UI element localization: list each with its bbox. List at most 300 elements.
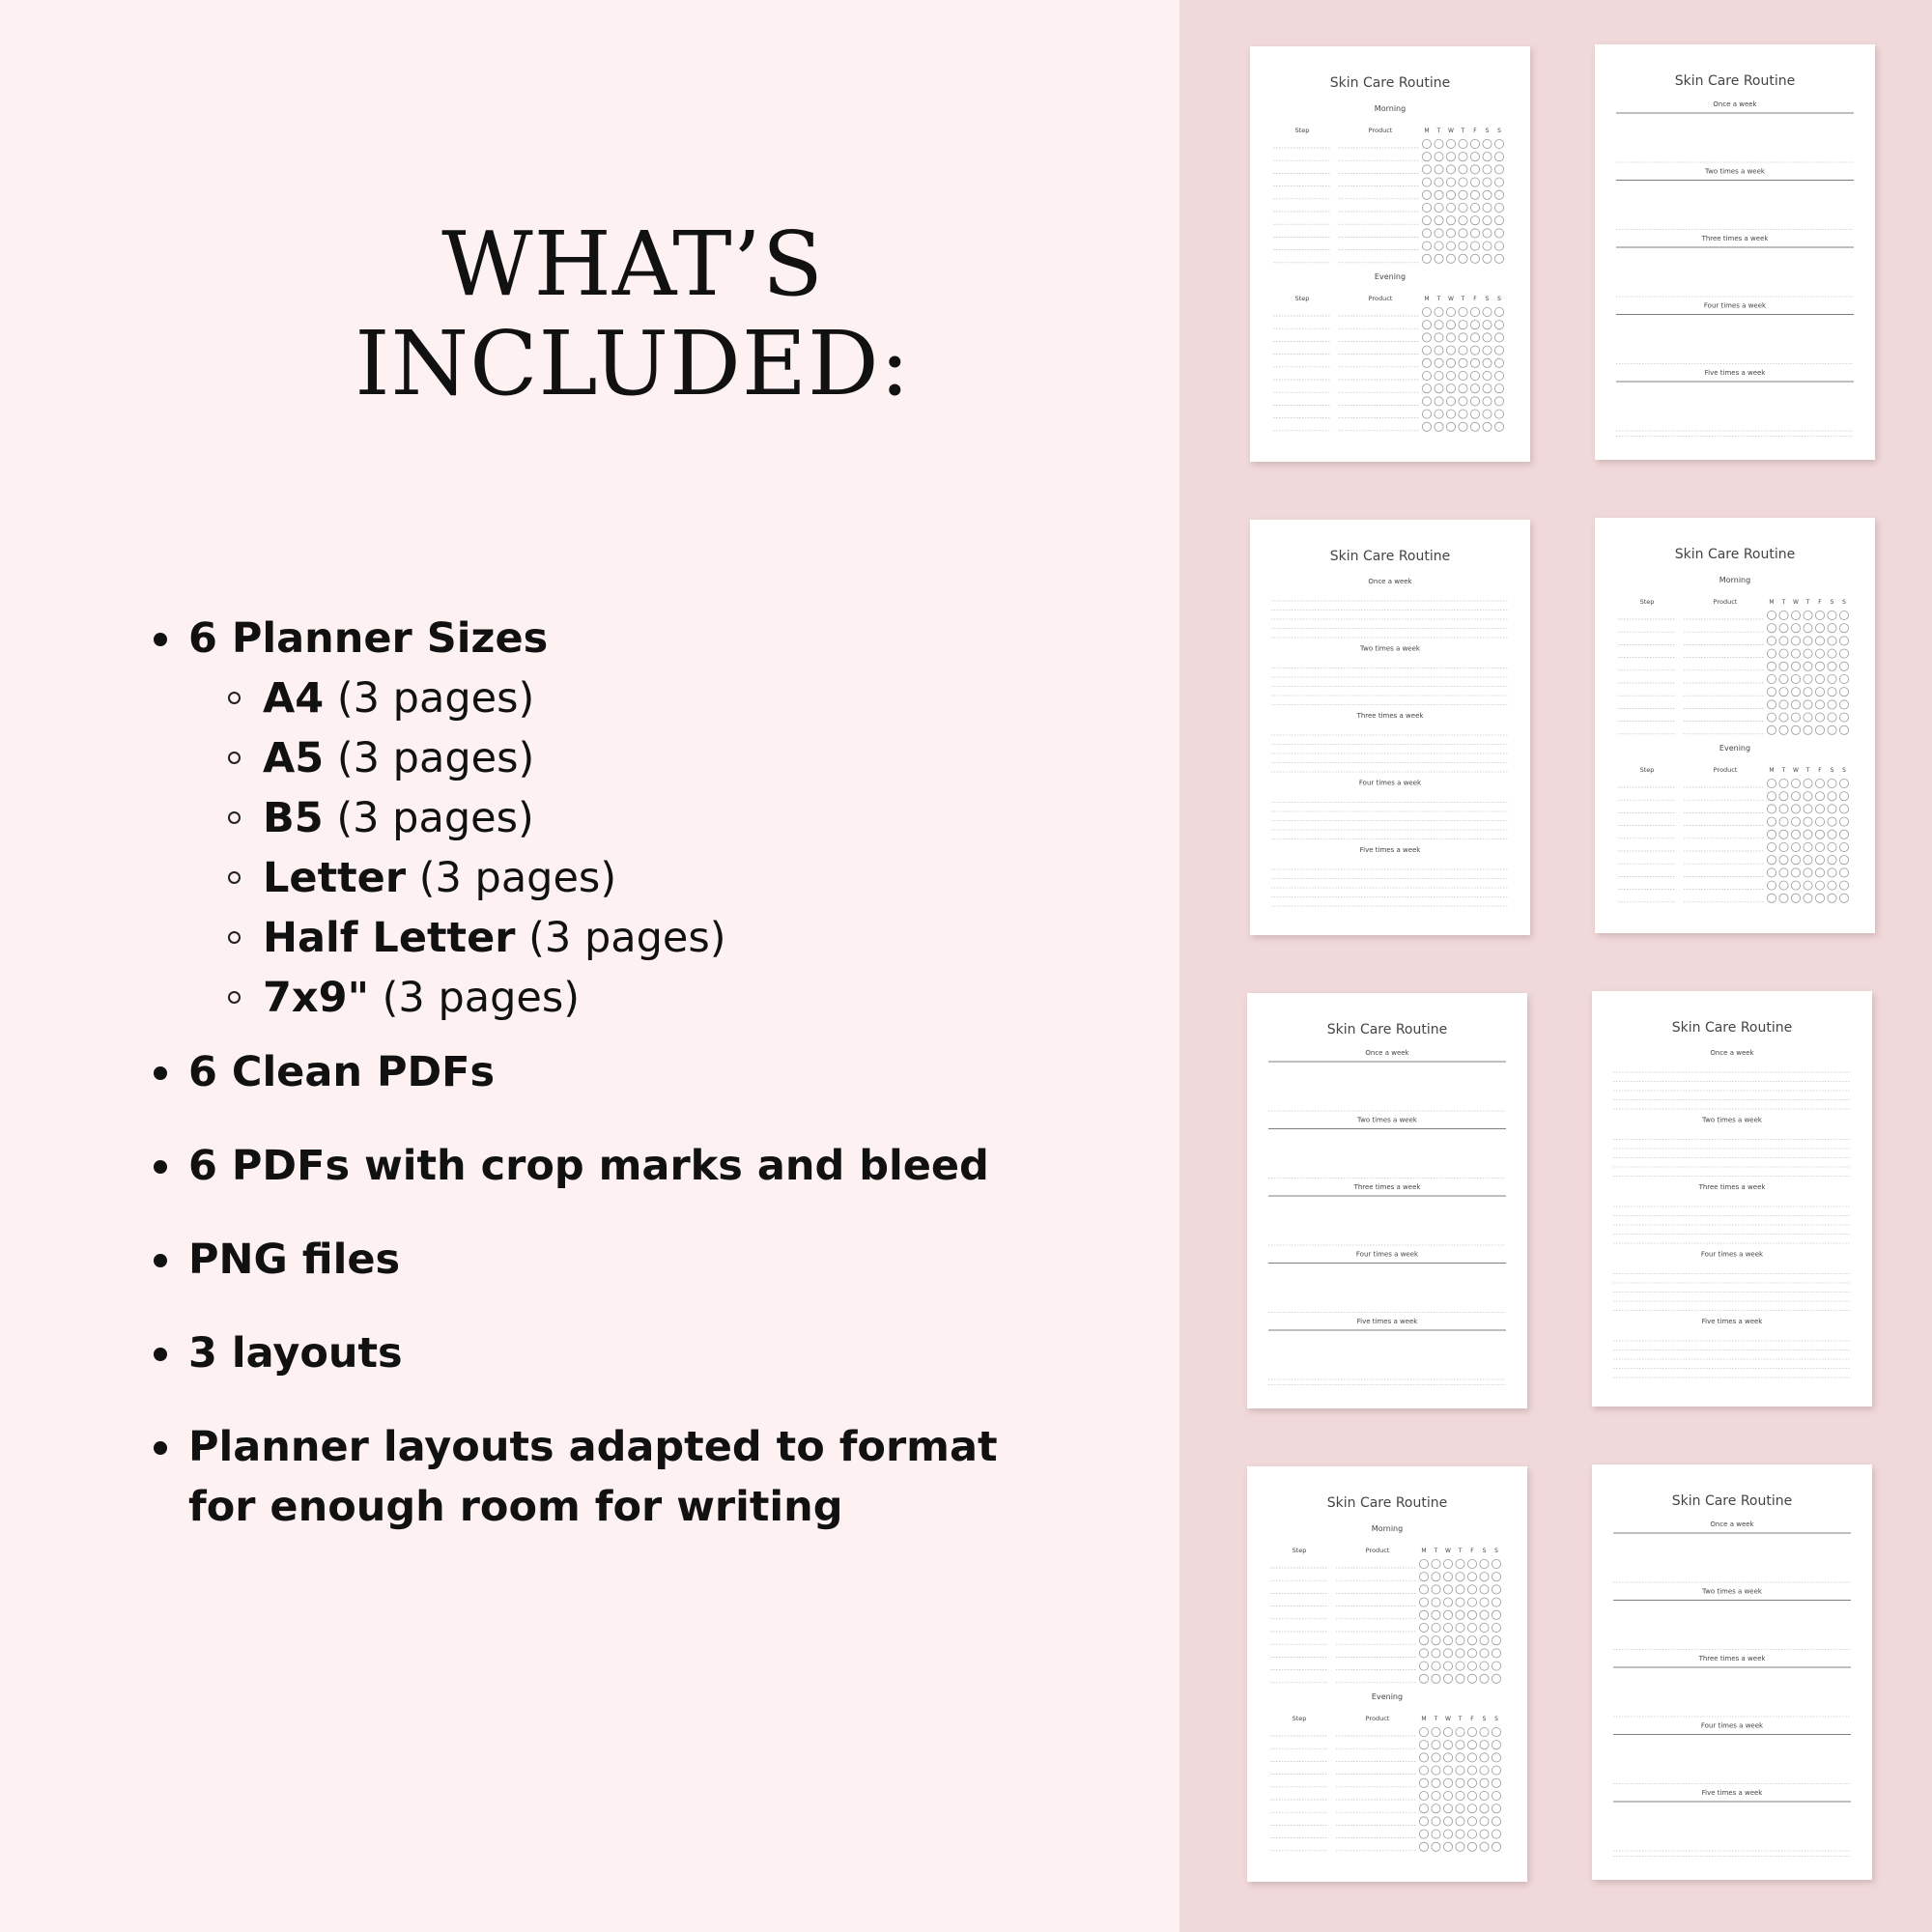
checkbox-circle — [1470, 321, 1479, 329]
day-label: W — [1445, 1548, 1451, 1554]
checkbox-circle — [1459, 178, 1467, 186]
checkbox-circle — [1467, 1649, 1476, 1658]
checkbox-circle — [1483, 358, 1492, 367]
frequency-label: Three times a week — [1698, 1655, 1766, 1662]
planner-page-preview — [1247, 993, 1527, 1408]
checkbox-circle — [1470, 384, 1479, 393]
checkbox-circle — [1492, 1636, 1500, 1645]
checkbox-circle — [1443, 1674, 1452, 1683]
checkbox-circle — [1767, 662, 1776, 670]
size-item — [263, 788, 534, 848]
checkbox-circle — [1483, 229, 1492, 238]
checkbox-circle — [1419, 1817, 1428, 1826]
checkbox-circle — [1494, 203, 1503, 212]
checkbox-circle — [1419, 1649, 1428, 1658]
bullet-icon — [154, 1066, 167, 1080]
checkbox-circle — [1828, 830, 1836, 838]
checkbox-circle — [1443, 1727, 1452, 1736]
checkbox-circle — [1483, 242, 1492, 250]
day-label: S — [1842, 767, 1846, 774]
checkbox-circle — [1459, 254, 1467, 263]
checkbox-circle — [1828, 881, 1836, 890]
checkbox-circle — [1443, 1559, 1452, 1568]
checkbox-circle — [1459, 422, 1467, 431]
checkbox-circle — [1467, 1636, 1476, 1645]
checkbox-circle — [1828, 713, 1836, 722]
frequency-label: Once a week — [1365, 1049, 1409, 1057]
checkbox-circle — [1480, 1674, 1489, 1683]
checkbox-circle — [1791, 611, 1800, 619]
bullet-icon — [154, 1348, 167, 1361]
checkbox-circle — [1480, 1662, 1489, 1670]
checkbox-circle — [1435, 216, 1443, 225]
circle-bullet-icon — [228, 692, 241, 704]
checkbox-circle — [1435, 371, 1443, 380]
checkbox-circle — [1480, 1559, 1489, 1568]
checkbox-circle — [1419, 1598, 1428, 1606]
checkbox-circle — [1828, 842, 1836, 851]
checkbox-circle — [1422, 410, 1431, 418]
checkbox-circle — [1791, 842, 1800, 851]
planner-page-preview — [1250, 520, 1530, 935]
checkbox-circle — [1779, 725, 1788, 734]
checkbox-circle — [1456, 1623, 1464, 1632]
day-label: T — [1461, 296, 1465, 302]
checkbox-circle — [1815, 662, 1824, 670]
checkbox-circle — [1422, 333, 1431, 342]
checkbox-circle — [1467, 1598, 1476, 1606]
checkbox-circle — [1467, 1610, 1476, 1619]
checkbox-circle — [1804, 713, 1812, 722]
section-label: Evening — [1374, 272, 1406, 281]
checkbox-circle — [1470, 346, 1479, 355]
checkbox-circle — [1443, 1842, 1452, 1851]
checkbox-circle — [1767, 700, 1776, 709]
checkbox-circle — [1767, 881, 1776, 890]
checkbox-circle — [1779, 637, 1788, 645]
checkbox-circle — [1779, 894, 1788, 902]
checkbox-circle — [1791, 649, 1800, 658]
frequency-label: Two times a week — [1705, 167, 1765, 176]
checkbox-circle — [1467, 1804, 1476, 1813]
column-product-label: Product — [1713, 598, 1738, 606]
checkbox-circle — [1470, 216, 1479, 225]
checkbox-circle — [1804, 611, 1812, 619]
checkbox-circle — [1456, 1573, 1464, 1581]
checkbox-circle — [1492, 1778, 1500, 1787]
checkbox-circle — [1459, 307, 1467, 316]
planner-page-preview — [1592, 1464, 1872, 1880]
checkbox-circle — [1419, 1842, 1428, 1851]
checkbox-circle — [1494, 333, 1503, 342]
checkbox-circle — [1467, 1573, 1476, 1581]
checkbox-circle — [1446, 384, 1455, 393]
section-label: Evening — [1371, 1692, 1404, 1701]
checkbox-circle — [1435, 178, 1443, 186]
feature-planner-sizes — [188, 609, 1096, 668]
checkbox-circle — [1480, 1830, 1489, 1838]
planner-page-drawing — [1247, 993, 1527, 1408]
checkbox-circle — [1422, 371, 1431, 380]
checkbox-circle — [1446, 333, 1455, 342]
checkbox-circle — [1432, 1817, 1440, 1826]
checkbox-circle — [1492, 1817, 1500, 1826]
checkbox-circle — [1839, 674, 1848, 683]
checkbox-circle — [1435, 346, 1443, 355]
frequency-label: Once a week — [1713, 100, 1757, 108]
checkbox-circle — [1804, 842, 1812, 851]
checkbox-circle — [1483, 333, 1492, 342]
planner-page-drawing — [1592, 1464, 1872, 1880]
checkbox-circle — [1419, 1662, 1428, 1670]
checkbox-circle — [1791, 817, 1800, 826]
checkbox-circle — [1483, 422, 1492, 431]
day-label: T — [1434, 1548, 1438, 1554]
size-name: Half Letter — [263, 914, 516, 962]
checkbox-circle — [1435, 397, 1443, 406]
checkbox-circle — [1435, 242, 1443, 250]
checkbox-circle — [1791, 894, 1800, 902]
checkbox-circle — [1480, 1727, 1489, 1736]
checkbox-circle — [1467, 1753, 1476, 1762]
checkbox-circle — [1828, 700, 1836, 709]
checkbox-circle — [1483, 384, 1492, 393]
checkbox-circle — [1839, 894, 1848, 902]
checkbox-circle — [1446, 165, 1455, 174]
checkbox-circle — [1804, 637, 1812, 645]
checkbox-circle — [1804, 881, 1812, 890]
checkbox-circle — [1480, 1817, 1489, 1826]
checkbox-circle — [1470, 242, 1479, 250]
checkbox-circle — [1804, 700, 1812, 709]
checkbox-circle — [1435, 153, 1443, 161]
day-label: W — [1448, 296, 1454, 302]
checkbox-circle — [1446, 358, 1455, 367]
frequency-label: Once a week — [1710, 1520, 1754, 1528]
checkbox-circle — [1494, 321, 1503, 329]
checkbox-circle — [1419, 1636, 1428, 1645]
day-label: S — [1830, 767, 1834, 774]
circle-bullet-icon — [228, 931, 241, 944]
checkbox-circle — [1480, 1766, 1489, 1775]
checkbox-circle — [1467, 1766, 1476, 1775]
checkbox-circle — [1467, 1830, 1476, 1838]
section-label: Morning — [1371, 1524, 1404, 1533]
frequency-label: Three times a week — [1701, 235, 1769, 242]
checkbox-circle — [1839, 792, 1848, 801]
feature-label: 6 Planner Sizes — [188, 614, 549, 663]
checkbox-circle — [1815, 624, 1824, 633]
checkbox-circle — [1435, 333, 1443, 342]
page-title: Skin Care Routine — [1329, 549, 1451, 564]
checkbox-circle — [1791, 881, 1800, 890]
page-title: Skin Care Routine — [1674, 73, 1796, 89]
checkbox-circle — [1470, 153, 1479, 161]
day-label: S — [1482, 1548, 1487, 1554]
checkbox-circle — [1804, 894, 1812, 902]
checkbox-circle — [1446, 254, 1455, 263]
bullet-icon — [154, 1160, 167, 1174]
checkbox-circle — [1815, 842, 1824, 851]
checkbox-circle — [1839, 688, 1848, 696]
checkbox-circle — [1432, 1741, 1440, 1749]
checkbox-circle — [1435, 422, 1443, 431]
checkbox-circle — [1432, 1623, 1440, 1632]
checkbox-circle — [1494, 307, 1503, 316]
planner-page-preview — [1595, 518, 1875, 933]
checkbox-circle — [1467, 1741, 1476, 1749]
checkbox-circle — [1804, 792, 1812, 801]
checkbox-circle — [1435, 229, 1443, 238]
checkbox-circle — [1480, 1585, 1489, 1594]
checkbox-circle — [1435, 410, 1443, 418]
checkbox-circle — [1456, 1817, 1464, 1826]
checkbox-circle — [1467, 1842, 1476, 1851]
checkbox-circle — [1791, 805, 1800, 813]
checkbox-circle — [1815, 713, 1824, 722]
checkbox-circle — [1432, 1766, 1440, 1775]
checkbox-circle — [1432, 1830, 1440, 1838]
checkbox-circle — [1422, 153, 1431, 161]
day-label: M — [1769, 599, 1775, 606]
checkbox-circle — [1779, 649, 1788, 658]
checkbox-circle — [1779, 830, 1788, 838]
checkbox-circle — [1839, 611, 1848, 619]
size-item — [263, 668, 534, 728]
checkbox-circle — [1767, 688, 1776, 696]
size-detail: (3 pages) — [382, 974, 581, 1022]
day-label: M — [1421, 1716, 1427, 1722]
checkbox-circle — [1446, 346, 1455, 355]
checkbox-circle — [1828, 792, 1836, 801]
checkbox-circle — [1791, 674, 1800, 683]
checkbox-circle — [1432, 1842, 1440, 1851]
checkbox-circle — [1467, 1817, 1476, 1826]
checkbox-circle — [1446, 203, 1455, 212]
checkbox-circle — [1446, 397, 1455, 406]
day-label: F — [1818, 767, 1822, 774]
checkbox-circle — [1470, 397, 1479, 406]
size-item — [263, 908, 726, 968]
checkbox-circle — [1767, 637, 1776, 645]
checkbox-circle — [1815, 779, 1824, 787]
checkbox-circle — [1494, 153, 1503, 161]
page-title: Skin Care Routine — [1674, 547, 1796, 562]
checkbox-circle — [1791, 688, 1800, 696]
checkbox-circle — [1435, 165, 1443, 174]
checkbox-circle — [1779, 805, 1788, 813]
checkbox-circle — [1815, 725, 1824, 734]
checkbox-circle — [1779, 868, 1788, 877]
checkbox-circle — [1467, 1674, 1476, 1683]
planner-page-drawing — [1592, 991, 1872, 1406]
checkbox-circle — [1446, 371, 1455, 380]
checkbox-circle — [1480, 1842, 1489, 1851]
checkbox-circle — [1492, 1573, 1500, 1581]
checkbox-circle — [1804, 817, 1812, 826]
checkbox-circle — [1459, 190, 1467, 199]
checkbox-circle — [1467, 1662, 1476, 1670]
checkbox-circle — [1791, 792, 1800, 801]
checkbox-circle — [1779, 817, 1788, 826]
checkbox-circle — [1467, 1778, 1476, 1787]
checkbox-circle — [1435, 358, 1443, 367]
checkbox-circle — [1804, 624, 1812, 633]
checkbox-circle — [1815, 611, 1824, 619]
checkbox-circle — [1419, 1753, 1428, 1762]
checkbox-circle — [1815, 868, 1824, 877]
checkbox-circle — [1492, 1804, 1500, 1813]
day-label: M — [1424, 296, 1430, 302]
checkbox-circle — [1422, 216, 1431, 225]
checkbox-circle — [1791, 779, 1800, 787]
checkbox-circle — [1828, 649, 1836, 658]
planner-page-drawing — [1250, 520, 1530, 935]
day-label: M — [1769, 767, 1775, 774]
checkbox-circle — [1443, 1778, 1452, 1787]
checkbox-circle — [1446, 321, 1455, 329]
size-name: Letter — [263, 854, 407, 902]
checkbox-circle — [1419, 1741, 1428, 1749]
frequency-label: Two times a week — [1702, 1116, 1762, 1124]
size-detail: (3 pages) — [336, 794, 534, 842]
checkbox-circle — [1456, 1636, 1464, 1645]
checkbox-circle — [1828, 662, 1836, 670]
page-title: Skin Care Routine — [1671, 1493, 1793, 1509]
checkbox-circle — [1480, 1598, 1489, 1606]
column-step-label: Step — [1292, 1547, 1307, 1554]
feature-clean-pdfs — [188, 1042, 1096, 1102]
checkbox-circle — [1456, 1559, 1464, 1568]
checkbox-circle — [1791, 662, 1800, 670]
day-label: S — [1494, 1716, 1498, 1722]
checkbox-circle — [1828, 725, 1836, 734]
bullet-icon — [154, 1441, 167, 1455]
checkbox-circle — [1815, 830, 1824, 838]
checkbox-circle — [1494, 410, 1503, 418]
day-label: M — [1421, 1548, 1427, 1554]
checkbox-circle — [1432, 1610, 1440, 1619]
checkbox-circle — [1839, 856, 1848, 865]
checkbox-circle — [1494, 422, 1503, 431]
checkbox-circle — [1422, 358, 1431, 367]
feature-label: PNG files — [188, 1236, 401, 1284]
checkbox-circle — [1483, 178, 1492, 186]
checkbox-circle — [1419, 1623, 1428, 1632]
checkbox-circle — [1443, 1610, 1452, 1619]
size-detail: (3 pages) — [418, 854, 617, 902]
size-item — [263, 848, 616, 908]
checkbox-circle — [1459, 410, 1467, 418]
day-label: S — [1842, 599, 1846, 606]
checkbox-circle — [1446, 190, 1455, 199]
checkbox-circle — [1804, 779, 1812, 787]
checkbox-circle — [1492, 1674, 1500, 1683]
circle-bullet-icon — [228, 811, 241, 824]
planner-page-drawing — [1595, 44, 1875, 460]
checkbox-circle — [1815, 805, 1824, 813]
checkbox-circle — [1480, 1573, 1489, 1581]
checkbox-circle — [1492, 1842, 1500, 1851]
checkbox-circle — [1422, 203, 1431, 212]
day-label: S — [1494, 1548, 1498, 1554]
checkbox-circle — [1470, 410, 1479, 418]
planner-page-preview — [1247, 1466, 1527, 1882]
page-title: Skin Care Routine — [1671, 1020, 1793, 1036]
feature-adapted-layouts — [188, 1417, 1058, 1537]
checkbox-circle — [1779, 842, 1788, 851]
frequency-label: Four times a week — [1700, 1721, 1764, 1730]
size-detail: (3 pages) — [528, 914, 726, 962]
checkbox-circle — [1767, 713, 1776, 722]
column-step-label: Step — [1639, 598, 1655, 606]
checkbox-circle — [1419, 1674, 1428, 1683]
checkbox-circle — [1446, 216, 1455, 225]
checkbox-circle — [1459, 216, 1467, 225]
checkbox-circle — [1483, 139, 1492, 148]
checkbox-circle — [1419, 1791, 1428, 1800]
frequency-label: Four times a week — [1703, 301, 1767, 310]
checkbox-circle — [1494, 242, 1503, 250]
checkbox-circle — [1767, 894, 1776, 902]
checkbox-circle — [1815, 649, 1824, 658]
checkbox-circle — [1767, 830, 1776, 838]
checkbox-circle — [1470, 358, 1479, 367]
checkbox-circle — [1815, 688, 1824, 696]
checkbox-circle — [1470, 229, 1479, 238]
checkbox-circle — [1815, 700, 1824, 709]
checkbox-circle — [1456, 1753, 1464, 1762]
checkbox-circle — [1839, 637, 1848, 645]
checkbox-circle — [1494, 139, 1503, 148]
checkbox-circle — [1828, 674, 1836, 683]
checkbox-circle — [1459, 153, 1467, 161]
checkbox-circle — [1459, 242, 1467, 250]
day-label: F — [1473, 128, 1477, 134]
checkbox-circle — [1467, 1727, 1476, 1736]
frequency-label: Two times a week — [1702, 1587, 1762, 1596]
headline-line-2: INCLUDED: — [355, 312, 911, 415]
day-label: S — [1830, 599, 1834, 606]
checkbox-circle — [1839, 817, 1848, 826]
checkbox-circle — [1828, 817, 1836, 826]
checkbox-circle — [1456, 1778, 1464, 1787]
day-label: W — [1445, 1716, 1451, 1722]
checkbox-circle — [1767, 805, 1776, 813]
frequency-label: Four times a week — [1358, 779, 1422, 787]
checkbox-circle — [1480, 1804, 1489, 1813]
checkbox-circle — [1767, 856, 1776, 865]
checkbox-circle — [1467, 1559, 1476, 1568]
checkbox-circle — [1483, 216, 1492, 225]
checkbox-circle — [1422, 397, 1431, 406]
checkbox-circle — [1815, 637, 1824, 645]
checkbox-circle — [1828, 805, 1836, 813]
checkbox-circle — [1459, 139, 1467, 148]
checkbox-circle — [1446, 153, 1455, 161]
checkbox-circle — [1422, 384, 1431, 393]
checkbox-circle — [1779, 779, 1788, 787]
checkbox-circle — [1443, 1804, 1452, 1813]
checkbox-circle — [1480, 1778, 1489, 1787]
checkbox-circle — [1791, 637, 1800, 645]
day-label: F — [1470, 1548, 1474, 1554]
frequency-label: Three times a week — [1356, 712, 1424, 720]
checkbox-circle — [1492, 1791, 1500, 1800]
checkbox-circle — [1419, 1727, 1428, 1736]
checkbox-circle — [1443, 1649, 1452, 1658]
checkbox-circle — [1456, 1804, 1464, 1813]
